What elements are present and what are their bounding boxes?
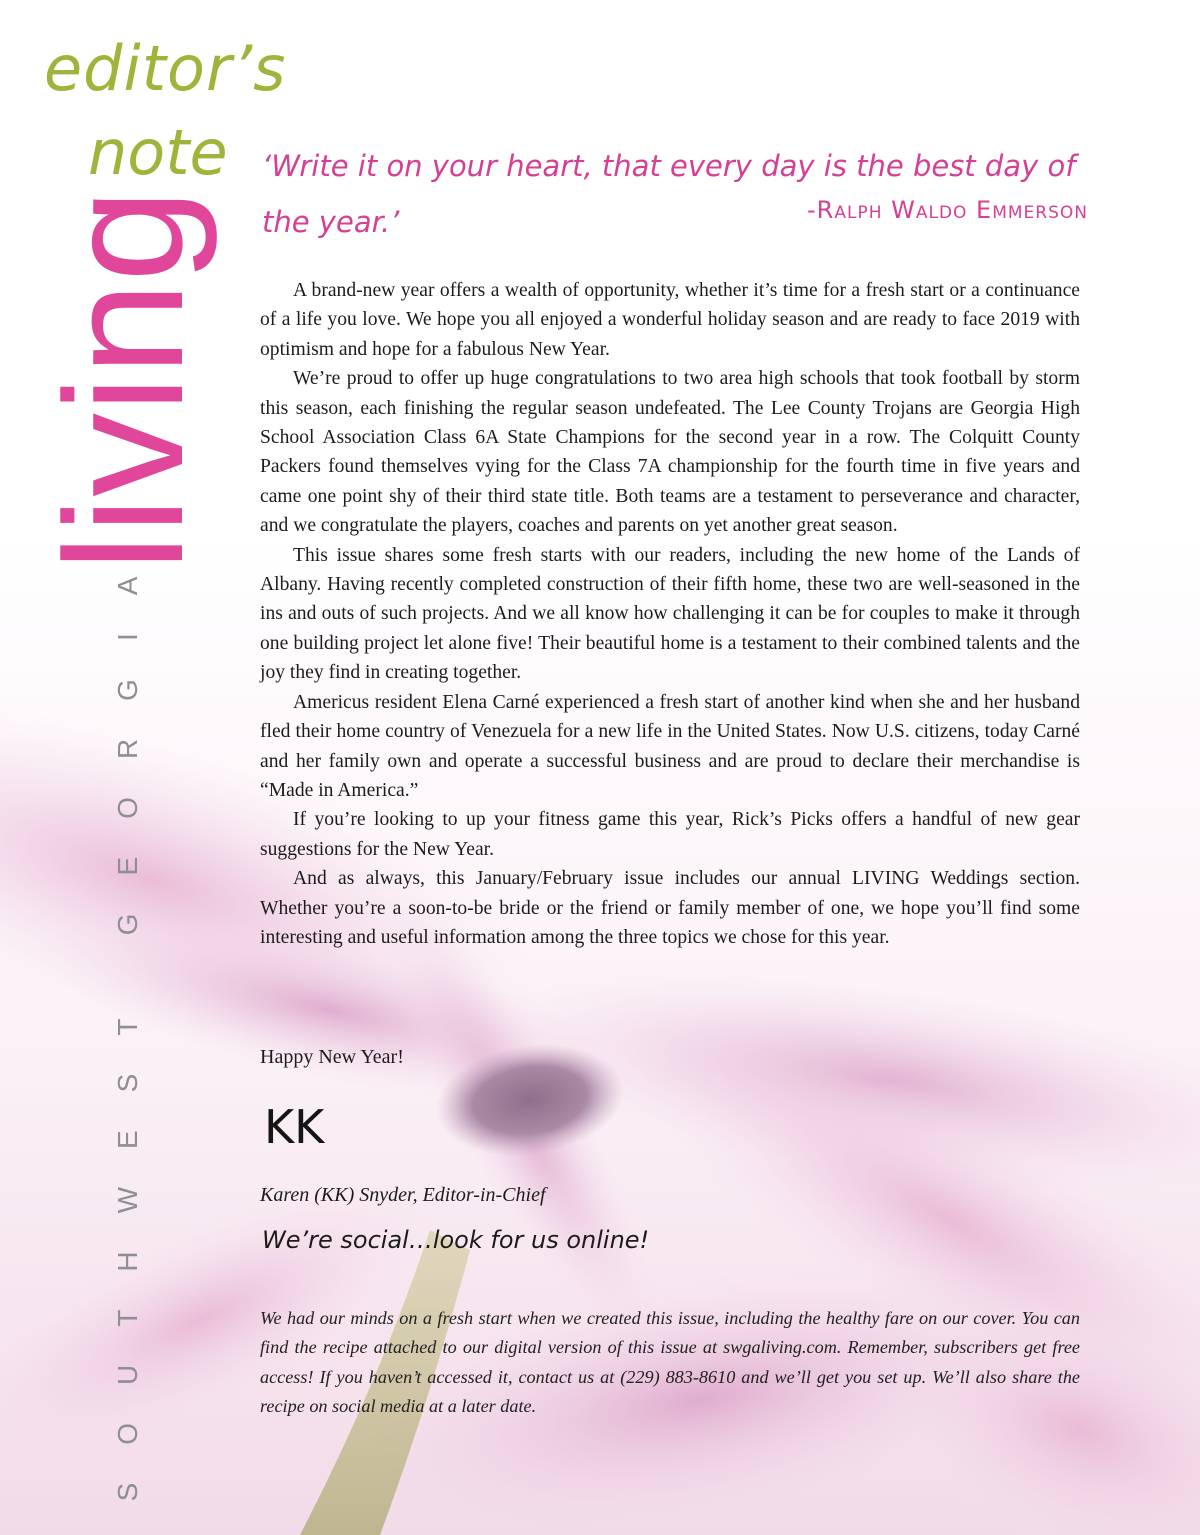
body-paragraph: This issue shares some fresh starts with our readers, including the new home of the Lands of Albany. Having recently completed construction of their fifth home, these two are well-seasoned in the ins and outs of such projects. And we all know how challenging it can be for couples to make it through one building project let alone five! Their beautiful home is a testament to their combined talents and the joy they find in creating together. xyxy=(260,544,1080,684)
social-callout: We’re social…look for us online! xyxy=(262,1226,650,1254)
note-heading: note xyxy=(88,116,228,189)
quote-author: -Ralph Waldo Emmerson xyxy=(807,196,1088,224)
body-paragraph: Americus resident Elena Carné experienced a fresh start of another kind when she and her husband fled their home country of Venezuela for a new life in the United States. Now U.S. citizens, today Carné and her family own and operate a successful business and are proud to declare their merchandise is “Made in America.” xyxy=(260,691,1080,801)
body-paragraph: And as always, this January/February issue includes our annual LIVING Weddings section. Whether you’re a soon-to-be bride or the friend or family member of one, we hope you’ll find some interesting and useful information among the three topics we chose for this year. xyxy=(260,868,1080,948)
closing-greeting: Happy New Year! xyxy=(260,1046,404,1068)
opening-quote: ‘Write it on your heart, that every day is the best day of the year.’ xyxy=(262,149,1076,239)
editors-heading: editor’s xyxy=(44,32,287,105)
magazine-logo-region: SOUTHWEST GEORGIA xyxy=(112,538,143,1502)
body-paragraph: We’re proud to offer up huge congratulations to two area high schools that took football by storm this season, each finishing the regular season undefeated. The Lee County Trojans are Georgia High School Association Class 6A State Champions for the second year in a row. The Colquitt County Packers found themselves vying for the Class 7A championship for the fourth time in five years and came one point shy of their third state title. Both teams are a testament to perseverance and character, and we congratulate the players, coaches and parents on yet another great season. xyxy=(260,368,1080,537)
body-paragraph: A brand-new year offers a wealth of opportunity, whether it’s time for a fresh start or a continuance of a life you love. We hope you all enjoyed a wonderful holiday season and are ready to face 2019 with optimism and hope for a fabulous New Year. xyxy=(260,280,1080,360)
magazine-logo-living: living xyxy=(30,188,218,572)
recipe-footnote: We had our minds on a fresh start when we created this issue, including the healthy fare on our cover. You can find the recipe attached to our digital version of this issue at swgaliving.com. Remember, subscribers get free access! If you haven’t accessed it, contact us at (229) 883-8610 and we’ll get you set up. We’ll also share the recipe on social media at a later date. xyxy=(260,1308,1080,1416)
body-paragraph: If you’re looking to up your fitness game this year, Rick’s Picks offers a handful of new gear suggestions for the New Year. xyxy=(260,809,1080,860)
editor-signoff: Karen (KK) Snyder, Editor-in-Chief xyxy=(260,1184,546,1206)
signature: KK xyxy=(264,1100,325,1154)
letter-body xyxy=(260,276,1080,952)
